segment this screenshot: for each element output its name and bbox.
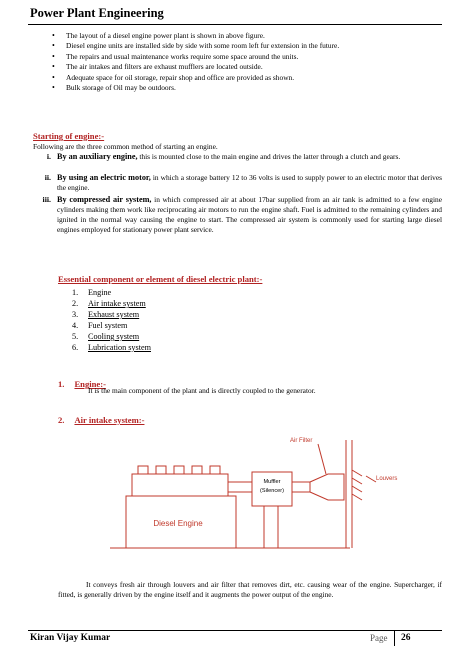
list-item: • The repairs and usual maintenance works require some space around the units. (52, 52, 442, 62)
list-item (72, 342, 151, 353)
list-item: • Bulk storage of Oil may be outdoors. (52, 83, 442, 93)
item-text (57, 152, 442, 162)
air-section-heading (58, 410, 144, 428)
header-rule (28, 24, 442, 25)
item-label: Cooling system (88, 332, 140, 341)
section-number: 2. (58, 415, 65, 425)
louver (352, 470, 362, 476)
air-filter-leader (318, 444, 326, 474)
item-number: 1. (72, 288, 79, 297)
footer-author: Kiran Vijay Kumar (30, 633, 111, 643)
item-bold: By using an electric motor, (57, 173, 151, 182)
section-number: 1. (58, 379, 65, 389)
list-item (72, 309, 151, 320)
cylinder-head (132, 474, 228, 496)
engine-label: Diesel Engine (153, 519, 203, 528)
starting-intro: Following are the three common method of starting an engine. (33, 142, 218, 151)
item-number: 2. (72, 299, 79, 308)
item-number: ii. (44, 173, 51, 182)
list-item: • The air intakes and filters are exhaust mufflers are located outside. (52, 62, 442, 72)
components-heading: Essential component or element of diesel electric plant:- (58, 274, 263, 284)
starting-heading: Starting of engine:- (33, 131, 105, 141)
item-body: this is mounted close to the main engine and drives the latter through a clutch and gears. (137, 152, 401, 161)
item-number: 4. (72, 321, 79, 330)
louver (352, 494, 362, 500)
cylinder-top (174, 466, 184, 474)
item-text (57, 195, 442, 235)
item-bold: By compressed air system, (57, 195, 152, 204)
item-bold: By an auxiliary engine, (57, 152, 138, 161)
starting-method-1 (46, 152, 442, 162)
cylinder-top (210, 466, 220, 474)
item-body: in which a storage battery 12 to 36 volts is used to supply power to an electric motor that derives the engine. (57, 173, 442, 192)
item-label: Fuel system (88, 321, 128, 330)
list-item (72, 331, 151, 342)
louver (352, 478, 362, 484)
air-intake-diagram (0, 430, 474, 570)
item-label: Engine (88, 288, 112, 297)
section-title: Air intake system:- (74, 415, 145, 425)
closing-paragraph: It conveys fresh air through louvers and air filter that removes dirt, etc. causing wear of the engine. Supercharger, if fitted, is generally driven by the engine itself and it augments the power output of the engine. (58, 580, 442, 599)
air-filter (310, 474, 344, 500)
item-number: 6. (72, 343, 79, 352)
starting-method-3 (42, 195, 442, 235)
item-label: Exhaust system (88, 310, 140, 319)
footer-page-label: Page (370, 633, 388, 643)
list-item (72, 320, 151, 331)
list-item: • Adequate space for oil storage, repair shop and office are provided as shown. (52, 73, 442, 83)
page-header-title: Power Plant Engineering (30, 6, 164, 20)
item-number: i. (46, 152, 51, 161)
item-label: Air intake system (88, 299, 146, 308)
item-number: iii. (42, 195, 51, 204)
item-number: 3. (72, 310, 79, 319)
footer-rule (28, 630, 442, 631)
muffler-label: Muffler (263, 479, 281, 485)
item-number: 5. (72, 332, 79, 341)
item-body: in which compressed air at about 17bar supplied from an air tank is admitted to a few engine cylinders making them work like reciprocating air motors to run the engine shaft. Fuel is admitted to the remaining cylinders and ignited in the normal way causing the engine to start. The compressed air system is commonly used for starting large diesel engines employed for stationary power plant service. (57, 195, 442, 234)
components-list (72, 287, 151, 353)
section-title: Engine:- (74, 379, 106, 389)
cylinder-top (156, 466, 166, 474)
cylinder-top (192, 466, 202, 474)
louvers-label: Louvers (376, 476, 398, 482)
silencer-label: (Silencer) (260, 488, 284, 494)
list-item: • Diesel engine units are installed side by side with some room left fur extension in the future. (52, 41, 442, 51)
list-item (72, 298, 151, 309)
footer-page-number: 26 (394, 630, 449, 646)
muffler-support (264, 506, 278, 548)
air-filter-label: Air Filter (290, 438, 313, 444)
list-item: • The layout of a diesel engine power plant is shown in above figure. (52, 31, 442, 41)
item-label: Lubrication system (88, 343, 151, 352)
engine-section-text: It is the main component of the plant and is directly coupled to the generator. (88, 386, 316, 395)
louver (352, 486, 362, 492)
cylinder-top (138, 466, 148, 474)
item-text (57, 173, 442, 193)
list-item (72, 287, 151, 298)
layout-bullet-list (52, 31, 442, 93)
starting-method-2 (44, 173, 442, 193)
louvers-leader (366, 476, 376, 482)
